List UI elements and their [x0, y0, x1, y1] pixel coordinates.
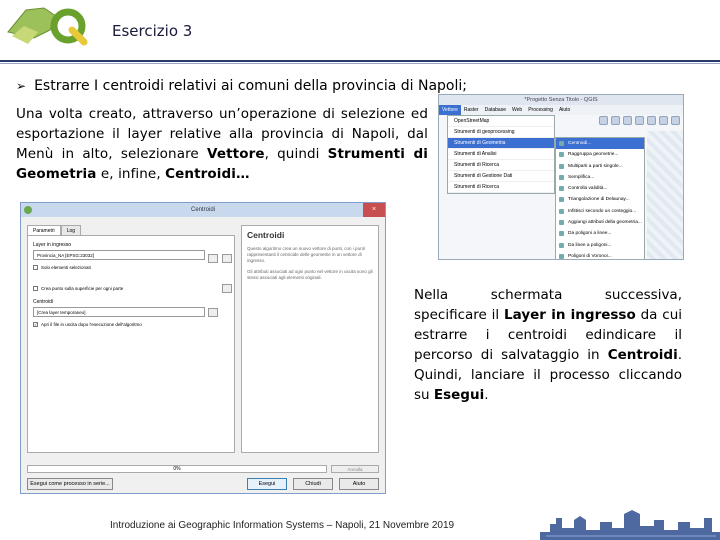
para2-text-2: da cui estrarre i centroidi edindicare il percorso di salvataggio in [414, 307, 682, 363]
qgis-icon [24, 206, 32, 214]
para1-text-3: e, infine, [96, 166, 166, 182]
output-browse-button[interactable] [208, 308, 218, 317]
checkmark-icon[interactable]: ✓ [34, 322, 38, 327]
submenu-item-centroidi[interactable]: Centroidi... [556, 138, 644, 149]
map-canvas [647, 131, 684, 260]
selected-only-checkbox[interactable] [33, 265, 229, 270]
submenu-item[interactable]: Triangolazione di Delaunay... [556, 194, 644, 205]
progress-cancel-button[interactable]: Annulla [331, 465, 379, 473]
menu-processing[interactable]: Processing [528, 107, 553, 113]
output-label: Centroidi [33, 299, 54, 305]
title-divider-thin [0, 63, 720, 64]
toolbar-icon[interactable] [671, 116, 680, 125]
para1-bold-1: Vettore [207, 146, 265, 162]
menu-database[interactable]: Database [484, 107, 506, 113]
open-output-checkbox[interactable] [33, 322, 229, 327]
menu-item-geometry-tools[interactable]: Strumenti di Geometria [448, 138, 554, 149]
open-output-label: Apri il file in uscita dopo l'esecuzione dell'algoritmo [41, 322, 142, 327]
menu-item-geoprocessing[interactable]: Strumenti di geoprocessing [448, 127, 554, 138]
menu-item-research-tools[interactable]: Strumenti di Ricerca [448, 160, 554, 171]
menu-item-analysis-tools[interactable]: Strumenti di Analisi [448, 149, 554, 160]
input-layer-label: Layer in ingresso [33, 242, 72, 248]
submenu-item[interactable]: Controlla validità... [556, 183, 644, 194]
checkbox-box[interactable] [33, 286, 38, 291]
toolbar-icon[interactable] [599, 116, 608, 125]
each-part-checkbox[interactable] [33, 286, 229, 291]
instruction-paragraph-1 [16, 104, 428, 184]
bullet-text: Estrarre I centroidi relativi ai comuni della provincia di Napoli; [34, 78, 467, 94]
run-button[interactable]: Esegui [247, 478, 287, 490]
toolbar-icon[interactable] [659, 116, 668, 125]
para1-bold-2: Strumenti di Geometria [16, 146, 429, 182]
help-title: Centroidi [247, 230, 285, 240]
menu-window-title: *Progetto Senza Titolo - QGIS [439, 95, 683, 105]
para2-text-4: . [484, 387, 489, 403]
arrow-bullet-icon: ➢ [16, 79, 27, 93]
close-button[interactable]: Chiudi [293, 478, 333, 490]
submenu-item[interactable]: Aggiungi attributi della geometria... [556, 217, 644, 228]
para1-text-1: Una volta creato, attraverso un’operazione di selezione ed esportazione il layer relative alla provincia di Napoli, dal Menù in alto, selezionare [16, 106, 428, 162]
vector-menu-dropdown [447, 115, 555, 194]
batch-process-button[interactable]: Esegui come processo in serie... [27, 478, 113, 490]
toolbar-icon[interactable] [611, 116, 620, 125]
submenu-item[interactable]: Multiparti a parti singole... [556, 161, 644, 172]
each-part-label: Crea punto sulla superficie per ogni parte [41, 286, 124, 291]
submenu-item[interactable]: Da poligoni a linee... [556, 228, 644, 239]
para2-text-3: . Quindi, lanciare il processo cliccando su [414, 347, 682, 403]
submenu-item[interactable]: Semplifica... [556, 172, 644, 183]
submenu-item[interactable]: Da linee a poligoni... [556, 240, 644, 251]
centroidi-dialog-screenshot [20, 202, 386, 494]
help-button[interactable]: Aiuto [339, 478, 379, 490]
menu-web[interactable]: Web [512, 107, 523, 113]
submenu-item[interactable]: Poligoni di Voronoi... [556, 251, 644, 260]
selected-only-label: Solo elementi selezionati [41, 265, 91, 270]
menu-item-openstreetmap[interactable]: OpenStreetMap [448, 116, 554, 127]
tab-log[interactable]: Log [61, 225, 81, 236]
output-path-field[interactable]: [Crea layer temporaneo] [33, 307, 205, 317]
toolbar-icon[interactable] [647, 116, 656, 125]
help-text-1: Questo algoritmo crea un nuovo vettore di punti, con i punti rappresentanti il centroide delle geometrie in un vettore di ingresso. [247, 246, 365, 263]
bullet-item [16, 78, 467, 94]
input-layer-select[interactable]: Provincia_NA [EPSG:23032] [33, 250, 205, 260]
submenu-item[interactable]: Raggruppa geometrie... [556, 149, 644, 160]
para1-bold-3: Centroidi… [165, 166, 250, 182]
data-defined-icon[interactable] [222, 284, 232, 293]
menu-vettore[interactable]: Vettore [439, 105, 461, 115]
tab-parametri[interactable]: Parametri [27, 225, 61, 236]
iterate-icon[interactable] [222, 254, 232, 263]
slide-title: Esercizio 3 [112, 22, 193, 40]
submenu-item[interactable]: Infittisci secondo un conteggio... [556, 206, 644, 217]
progress-bar: 0% [27, 465, 327, 473]
para2-bold-2: Centroidi [607, 347, 678, 363]
qgis-menubar [439, 105, 683, 115]
help-panel [241, 225, 379, 453]
help-text-2: Gli attributi associati ad ogni punto nel vettore in uscita sono gli stessi associati agli elementi originali. [247, 269, 373, 280]
checkbox-box[interactable] [33, 265, 38, 270]
input-layer-browse-button[interactable] [208, 254, 218, 263]
para1-text-2: , quindi [264, 146, 328, 162]
menu-item-research-tools-2[interactable]: Strumenti di Ricerca [448, 182, 554, 193]
qgis-logo [4, 2, 100, 50]
menu-aiuto[interactable]: Aiuto [558, 107, 571, 113]
qgis-menu-screenshot [438, 94, 684, 260]
para2-text-1: Nella schermata successiva, specificare il [414, 287, 682, 323]
parameters-panel [27, 235, 235, 453]
naples-skyline-logo [540, 508, 720, 540]
title-divider [0, 60, 720, 62]
dialog-titlebar [21, 203, 385, 217]
toolbar-icon[interactable] [623, 116, 632, 125]
close-icon[interactable]: × [363, 203, 385, 217]
menu-item-data-management[interactable]: Strumenti di Gestione Dati [448, 171, 554, 182]
para2-bold-3: Esegui [433, 387, 485, 403]
menu-raster[interactable]: Raster [463, 107, 479, 113]
footer-text: Introduzione ai Geographic Information Systems – Napoli, 21 Novembre 2019 [110, 520, 455, 531]
geometry-submenu [555, 137, 645, 260]
toolbar-icon[interactable] [635, 116, 644, 125]
qgis-toolbar [599, 116, 683, 128]
dialog-title: Centroidi [190, 207, 215, 213]
para2-bold-1: Layer in ingresso [504, 307, 636, 323]
instruction-paragraph-2 [414, 285, 682, 405]
